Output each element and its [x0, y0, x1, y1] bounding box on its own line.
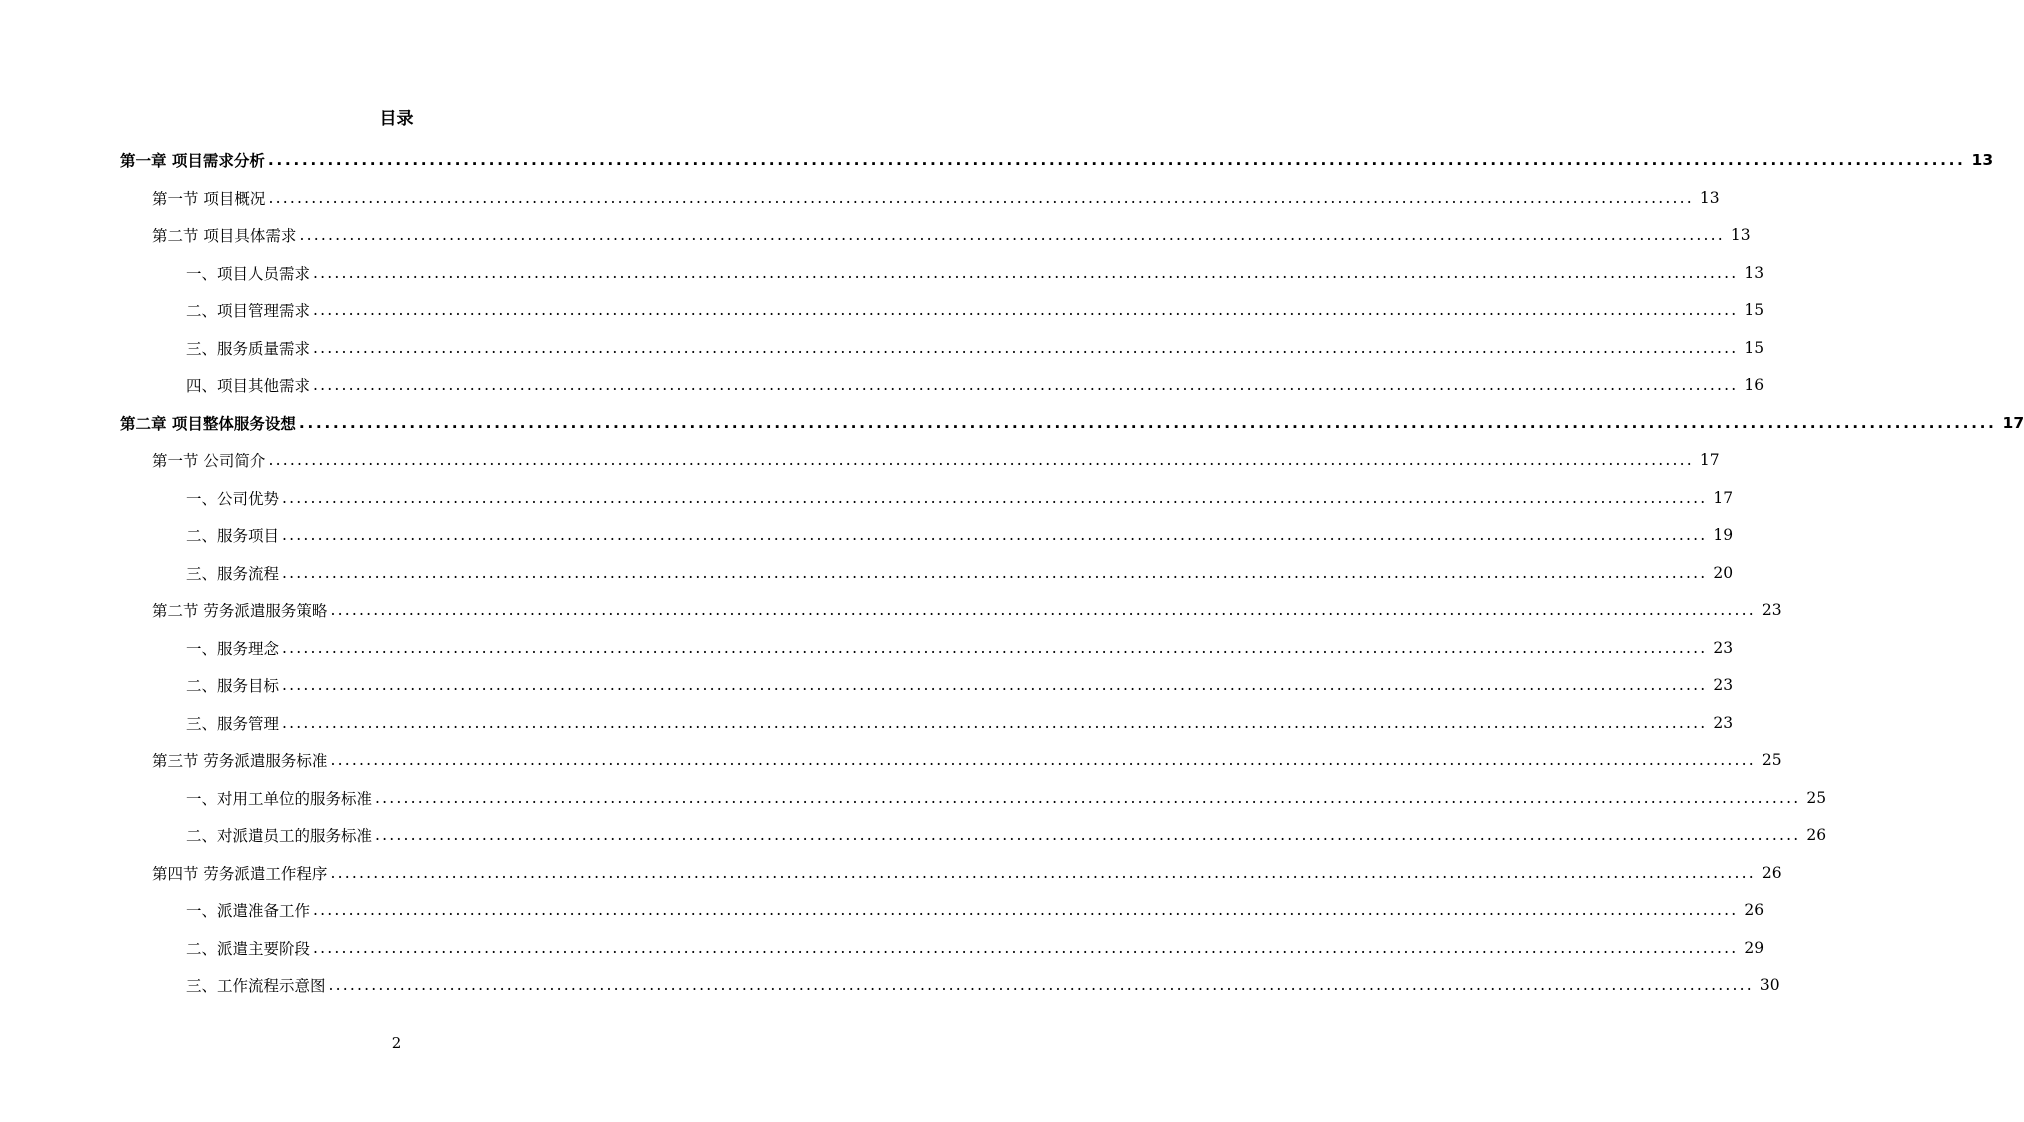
toc-dot-leader: ........................................................................................................................................................................................................: [267, 151, 1966, 169]
toc-dot-leader: ........................................................................................................................................................................................................: [282, 526, 1708, 544]
toc-dot-leader: ........................................................................................................................................................................................................: [282, 488, 1708, 507]
toc-entry-label: 二、服务项目: [186, 527, 280, 545]
toc-entry-page: 15: [1744, 338, 1765, 357]
toc-entry-page: 26: [1744, 901, 1765, 919]
toc-entry-page: 26: [1806, 826, 1827, 844]
toc-entry-page: 16: [1744, 376, 1765, 394]
toc-entry-label: 第二章 项目整体服务设想: [120, 414, 296, 433]
toc-entry-page: 23: [1713, 713, 1734, 732]
toc-entry-label: 二、派遣主要阶段: [186, 939, 311, 958]
toc-dot-leader: ........................................................................................................................................................................................................: [282, 563, 1708, 582]
toc-subsection-entry[interactable]: [186, 373, 1765, 397]
toc-subsection-entry[interactable]: [186, 711, 1734, 735]
toc-title: 目录: [379, 109, 414, 129]
toc-section-entry[interactable]: [152, 598, 1782, 622]
toc-entry-label: 二、对派遣员工的服务标准: [186, 827, 373, 845]
toc-dot-leader: ........................................................................................................................................................................................................: [298, 413, 1997, 432]
toc-subsection-entry[interactable]: [186, 898, 1765, 922]
toc-entry-label: 第一节 公司简介: [152, 452, 266, 470]
toc-dot-leader: ........................................................................................................................................................................................................: [282, 713, 1708, 732]
toc-entry-page: 23: [1761, 601, 1782, 619]
toc-chapter-entry[interactable]: [120, 411, 2024, 435]
toc-entry-page: 13: [1971, 151, 1994, 169]
toc-dot-leader: ........................................................................................................................................................................................................: [282, 676, 1708, 694]
toc-dot-leader: ........................................................................................................................................................................................................: [375, 788, 1801, 807]
toc-entry-label: 一、服务理念: [186, 639, 280, 658]
toc-entry-page: 19: [1713, 526, 1734, 544]
toc-dot-leader: ........................................................................................................................................................................................................: [375, 826, 1801, 844]
toc-entry-label: 第二节 劳务派遣服务策略: [152, 602, 328, 620]
toc-entry-page: 17: [1699, 451, 1720, 469]
toc-entry-label: 第一章 项目需求分析: [120, 152, 265, 170]
toc-entry-label: 一、派遣准备工作: [186, 902, 311, 920]
toc-entry-page: 25: [1806, 788, 1827, 807]
toc-dot-leader: ........................................................................................................................................................................................................: [313, 376, 1739, 394]
toc-dot-leader: ........................................................................................................................................................................................................: [330, 601, 1756, 619]
toc-entry-label: 第二节 项目具体需求: [152, 227, 297, 245]
toc-entry-label: 三、服务流程: [186, 564, 280, 583]
toc-section-entry[interactable]: [152, 861, 1782, 885]
toc-entry-label: 一、项目人员需求: [186, 264, 311, 283]
toc-entry-label: 一、公司优势: [186, 489, 280, 508]
toc-entry-label: 第三节 劳务派遣服务标准: [152, 752, 328, 770]
toc-entry-page: 13: [1699, 188, 1720, 207]
toc-subsection-entry[interactable]: [186, 823, 1827, 847]
toc-entry-label: 二、服务目标: [186, 677, 280, 695]
toc-entry-page: 23: [1713, 638, 1734, 657]
toc-entry-page: 20: [1713, 563, 1734, 582]
toc-subsection-entry[interactable]: [186, 523, 1734, 547]
toc-dot-leader: ........................................................................................................................................................................................................: [268, 188, 1694, 207]
toc-entry-page: 13: [1744, 263, 1765, 282]
toc-subsection-entry[interactable]: [186, 486, 1734, 510]
toc-chapter-entry[interactable]: [120, 148, 1994, 172]
toc-entry-label: 三、服务管理: [186, 714, 280, 733]
toc-subsection-entry[interactable]: [186, 261, 1765, 285]
toc-entry-label: 第一节 项目概况: [152, 189, 266, 208]
toc-dot-leader: ........................................................................................................................................................................................................: [299, 226, 1725, 244]
toc-section-entry[interactable]: [152, 223, 1751, 247]
toc-entry-page: 23: [1713, 676, 1734, 694]
toc-entry-page: 17: [1713, 488, 1734, 507]
toc-subsection-entry[interactable]: [186, 561, 1734, 585]
toc-dot-leader: ........................................................................................................................................................................................................: [328, 976, 1754, 994]
toc-entry-page: 17: [2002, 413, 2024, 432]
toc-entry-page: 29: [1744, 938, 1765, 957]
toc-dot-leader: ........................................................................................................................................................................................................: [330, 863, 1756, 882]
toc-entry-label: 三、工作流程示意图: [186, 977, 326, 995]
toc-dot-leader: ........................................................................................................................................................................................................: [313, 301, 1739, 319]
toc-entry-label: 第四节 劳务派遣工作程序: [152, 864, 328, 883]
toc-entry-label: 三、服务质量需求: [186, 339, 311, 358]
toc-dot-leader: ........................................................................................................................................................................................................: [330, 751, 1756, 769]
toc-section-entry[interactable]: [152, 186, 1720, 210]
toc-entry-page: 26: [1761, 863, 1782, 882]
toc-entry-label: 四、项目其他需求: [186, 377, 311, 395]
toc-dot-leader: ........................................................................................................................................................................................................: [313, 938, 1739, 957]
toc-entry-page: 15: [1744, 301, 1765, 319]
toc-section-entry[interactable]: [152, 448, 1720, 472]
toc-dot-leader: ........................................................................................................................................................................................................: [313, 338, 1739, 357]
toc-entry-label: 一、对用工单位的服务标准: [186, 789, 373, 808]
toc-dot-leader: ........................................................................................................................................................................................................: [268, 451, 1694, 469]
toc-entry-page: 25: [1761, 751, 1782, 769]
toc-entry-page: 13: [1730, 226, 1751, 244]
toc-subsection-entry[interactable]: [186, 336, 1765, 360]
toc-dot-leader: ........................................................................................................................................................................................................: [313, 901, 1739, 919]
toc-entry-label: 二、项目管理需求: [186, 302, 311, 320]
toc-subsection-entry[interactable]: [186, 636, 1734, 660]
page-number: 2: [391, 1034, 402, 1052]
toc-subsection-entry[interactable]: [186, 973, 1780, 997]
toc-subsection-entry[interactable]: [186, 298, 1765, 322]
toc-subsection-entry[interactable]: [186, 786, 1827, 810]
toc-section-entry[interactable]: [152, 748, 1782, 772]
toc-entry-page: 30: [1759, 976, 1780, 994]
toc-dot-leader: ........................................................................................................................................................................................................: [313, 263, 1739, 282]
toc-subsection-entry[interactable]: [186, 673, 1734, 697]
toc-subsection-entry[interactable]: [186, 936, 1765, 960]
toc-dot-leader: ........................................................................................................................................................................................................: [282, 638, 1708, 657]
